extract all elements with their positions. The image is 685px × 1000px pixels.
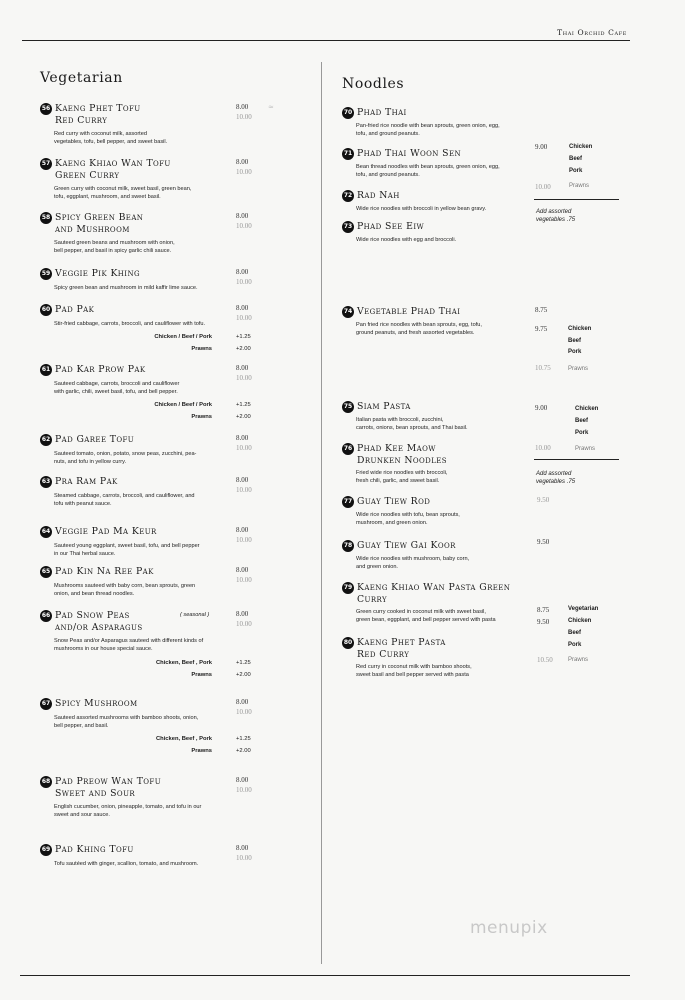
- dish-name: Curry: [357, 593, 387, 605]
- protein-option: Prawns: [568, 366, 589, 372]
- dish-description: Sauteed cabbage, carrots, broccoli and cauliflower: [54, 380, 180, 387]
- dish-description: tofu, and ground peanuts.: [356, 171, 420, 178]
- dish-name: Red Curry: [357, 648, 410, 660]
- vegetarian-heading: Vegetarian: [40, 70, 123, 86]
- item-number-badge: 76: [342, 443, 354, 455]
- dish-name: Pad Kin Na Ree Pak: [55, 566, 154, 577]
- item-number-badge: 56: [40, 103, 52, 115]
- price-option: 10.00: [535, 183, 551, 191]
- dish-description: Snow Peas and/or Asparagus sauteed with different kinds of: [54, 638, 204, 644]
- price-option: 10.75: [535, 364, 551, 372]
- item-number-badge: 80: [342, 637, 354, 649]
- dish-description: Sauteed young eggplant, sweet basil, tofu, and bell pepper: [54, 542, 200, 549]
- price-large: 10.00: [236, 486, 252, 494]
- dish-name: Phad Thai: [357, 107, 407, 118]
- price-regular: 8.00: [236, 268, 249, 276]
- item-number-badge: 72: [342, 190, 354, 202]
- dish-name: Sweet and Sour: [55, 787, 136, 799]
- item-number-badge: 70: [342, 107, 354, 119]
- price-regular: 8.00: [236, 434, 249, 442]
- add-protein-price: +1.25: [236, 659, 251, 666]
- dish-description: English cucumber, onion, pineapple, tomato, and tofu in our: [54, 804, 202, 810]
- protein-option: Chicken: [569, 144, 593, 150]
- dish-description: green bean, eggplant, and bell pepper served with pasta: [356, 617, 496, 624]
- dish-description: Red curry with coconut milk, assorted: [54, 131, 147, 137]
- price-option: 9.00: [535, 143, 548, 151]
- protein-option: Beef: [568, 630, 582, 636]
- price-regular: 8.00: [236, 103, 249, 111]
- item-number-badge: 74: [342, 306, 354, 318]
- dish-description: Sauteed green beans and mushroom with onion,: [54, 240, 175, 246]
- add-protein-label: Prawns: [191, 345, 212, 352]
- add-protein-price: +1.25: [236, 402, 251, 409]
- price-regular: 8.00: [236, 304, 249, 312]
- item-number-badge: 62: [40, 434, 52, 446]
- dish-description: fresh chili, garlic, and sweet basil.: [356, 478, 440, 485]
- dish-description: Sauteed tomato, onion, potato, snow peas, zucchini, pea-: [54, 450, 197, 457]
- stray-marks: ≈: [268, 103, 274, 111]
- dish-name: Pad Garee Tofu: [55, 434, 135, 445]
- group-separator: [534, 199, 619, 200]
- dish-name: Pad Preow Wan Tofu: [55, 776, 161, 787]
- price-large: 10.00: [236, 576, 252, 584]
- item-number-badge: 58: [40, 212, 52, 224]
- dish-description: Mushrooms sauteed with baby corn, bean sprouts, green: [54, 582, 196, 589]
- price-option: 9.00: [535, 404, 548, 412]
- price-regular: 8.00: [236, 566, 249, 574]
- protein-option: Beef: [569, 156, 583, 162]
- item-number-badge: 65: [40, 566, 52, 578]
- dish-description: tofu with peanut sauce.: [54, 500, 112, 507]
- price-large: 10.00: [236, 374, 252, 382]
- dish-name: Pad Kar Prow Pak: [55, 364, 146, 375]
- price-option: 10.50: [537, 656, 553, 664]
- seasonal-note: ( seasonal ): [180, 612, 210, 618]
- protein-option: Vegetarian: [568, 606, 599, 612]
- price-option: 8.75: [537, 606, 550, 614]
- dish-name: Phad Thai Woon Sen: [357, 148, 461, 159]
- dish-name: Spicy Mushroom: [55, 698, 138, 709]
- dish-name: Kaeng Khiao Wan Pasta Green: [357, 582, 511, 593]
- price-large: 10.00: [236, 708, 252, 716]
- price-option: 8.75: [535, 306, 548, 314]
- price-option: 9.50: [537, 618, 550, 626]
- dish-description: sweet basil and bell pepper served with pasta: [356, 672, 469, 679]
- protein-option: Pork: [569, 168, 583, 174]
- dish-name: Kaeng Khiao Wan Tofu: [55, 158, 171, 169]
- item-number-badge: 71: [342, 148, 354, 160]
- item-number-badge: 75: [342, 401, 354, 413]
- item-number-badge: 63: [40, 476, 52, 488]
- dish-name: Guay Tiew Rod: [357, 496, 431, 507]
- price-option: 9.50: [537, 496, 550, 504]
- add-vegetables-note: vegetables .75: [536, 217, 576, 223]
- item-number-badge: 60: [40, 304, 52, 316]
- price-regular: 8.00: [236, 476, 249, 484]
- price-option: 9.50: [537, 538, 550, 546]
- price-large: 10.00: [236, 113, 252, 121]
- dish-description: in our Thai herbal sauce.: [54, 550, 116, 557]
- dish-description: mushroom, and green onion.: [356, 519, 428, 526]
- noodles-heading: Noodles: [342, 76, 405, 92]
- dish-description: Stir-fried cabbage, carrots, broccoli, and cauliflower with tofu.: [54, 320, 206, 327]
- price-option: 10.00: [535, 444, 551, 452]
- protein-option: Beef: [575, 418, 589, 424]
- add-vegetables-note: Add assorted: [536, 471, 572, 477]
- dish-name: Pad Khing Tofu: [55, 844, 134, 855]
- price-regular: 8.00: [236, 844, 249, 852]
- dish-description: tofu, eggplant, mushroom, and sweet basil.: [54, 194, 161, 201]
- dish-description: Red curry in coconut milk with bamboo shoots,: [356, 664, 472, 670]
- price-regular: 8.00: [236, 610, 249, 618]
- dish-name: Siam Pasta: [357, 401, 411, 412]
- dish-name: Veggie Pad Ma Keur: [55, 526, 157, 537]
- dish-description: Green curry with coconut milk, sweet basil, green bean,: [54, 186, 192, 192]
- dish-name: Pra Ram Pak: [55, 476, 118, 487]
- price-regular: 8.00: [236, 364, 249, 372]
- dish-name: and/or Asparagus: [55, 621, 143, 633]
- item-number-badge: 78: [342, 540, 354, 552]
- cafe-name: Thai Orchid Cafe: [557, 28, 627, 37]
- price-large: 10.00: [236, 278, 252, 286]
- add-protein-label: Prawns: [191, 414, 212, 421]
- protein-option: Beef: [568, 338, 582, 344]
- dish-description: Wide rice noodles with broccoli in yellow bean gravy.: [356, 205, 487, 212]
- protein-option: Chicken: [575, 406, 599, 412]
- price-option: 9.75: [535, 325, 548, 333]
- item-number-badge: 77: [342, 496, 354, 508]
- dish-description: Italian pasta with broccoli, zucchini,: [356, 416, 444, 423]
- dish-name: Pad Snow Peas: [55, 610, 130, 621]
- protein-option: Pork: [575, 430, 589, 436]
- add-protein-label: Chicken, Beef , Pork: [155, 659, 212, 666]
- add-protein-price: +1.25: [236, 736, 251, 743]
- add-protein-price: +2.00: [236, 748, 251, 755]
- dish-description: Wide rice noodles with tofu, bean sprouts,: [356, 511, 460, 518]
- price-regular: 8.00: [236, 212, 249, 220]
- dish-description: bell pepper, and basil in spicy garlic chili sauce.: [54, 248, 172, 255]
- dish-name: Green Curry: [55, 169, 120, 181]
- dish-description: with garlic, chili, sweet basil, tofu, and bell pepper.: [54, 388, 178, 395]
- add-protein-label: Chicken / Beef / Pork: [154, 333, 212, 340]
- add-vegetables-note: vegetables .75: [536, 479, 576, 485]
- price-large: 10.00: [236, 536, 252, 544]
- add-protein-price: +2.00: [236, 414, 251, 421]
- dish-name: Red Curry: [55, 114, 108, 126]
- item-number-badge: 66: [40, 610, 52, 622]
- item-number-badge: 69: [40, 844, 52, 856]
- dish-description: nuts, and tofu in yellow curry.: [54, 458, 127, 465]
- dish-description: bell pepper, and basil.: [54, 722, 109, 729]
- price-regular: 8.00: [236, 158, 249, 166]
- dish-description: Steamed cabbage, carrots, broccoli, and cauliflower, and: [54, 492, 195, 499]
- add-protein-label: Prawns: [191, 748, 212, 755]
- protein-option: Prawns: [569, 183, 590, 189]
- add-protein-price: +2.00: [236, 671, 251, 678]
- add-protein-label: Chicken, Beef , Pork: [155, 736, 212, 743]
- price-regular: 8.00: [236, 698, 249, 706]
- dish-name: Guay Tiew Gai Koor: [357, 540, 456, 551]
- dish-name: Kaeng Phet Pasta: [357, 637, 446, 648]
- dish-description: carrots, onions, bean sprouts, and Thai basil.: [356, 424, 468, 431]
- dish-description: Pan-fried rice noodle with bean sprouts, green onion, egg,: [356, 122, 500, 129]
- item-number-badge: 61: [40, 364, 52, 376]
- dish-name: Rad Nah: [357, 190, 400, 201]
- dish-description: Tofu sautéed with ginger, scallion, tomato, and mushroom.: [54, 860, 199, 867]
- item-number-badge: 57: [40, 158, 52, 170]
- item-number-badge: 64: [40, 526, 52, 538]
- add-protein-price: +2.00: [236, 345, 251, 352]
- protein-option: Chicken: [568, 618, 592, 624]
- item-number-badge: 68: [40, 776, 52, 788]
- dish-description: Wide rice noodles with egg and broccoli.: [356, 236, 457, 243]
- dish-name: Phad See Eiw: [357, 221, 425, 232]
- price-large: 10.00: [236, 786, 252, 794]
- dish-description: Pan fried rice noodles with bean sprouts, egg, tofu,: [356, 321, 482, 328]
- item-number-badge: 59: [40, 268, 52, 280]
- dish-description: Spicy green bean and mushroom in mild kaffir lime sauce.: [54, 284, 198, 291]
- dish-description: vegetables, tofu, bell pepper, and sweet basil.: [54, 139, 168, 146]
- top-rule: [22, 40, 630, 41]
- add-protein-label: Prawns: [191, 671, 212, 678]
- dish-description: Wide rice noodles with mushroom, baby corn,: [356, 555, 470, 562]
- dish-name: Veggie Pik Khing: [55, 268, 140, 279]
- dish-description: Green curry cooked in coconut milk with sweet basil,: [356, 609, 486, 615]
- dish-description: ground peanuts, and fresh assorted vegetables.: [356, 329, 475, 336]
- watermark: menupix: [470, 918, 548, 938]
- protein-option: Prawns: [575, 446, 596, 452]
- dish-name: Drunken Noodles: [357, 454, 447, 466]
- item-number-badge: 79: [342, 582, 354, 594]
- price-regular: 8.00: [236, 776, 249, 784]
- protein-option: Pork: [568, 642, 582, 648]
- dish-name: Phad Kee Maow: [357, 443, 436, 454]
- dish-description: and green onion.: [356, 563, 398, 570]
- protein-option: Chicken: [568, 326, 592, 332]
- dish-description: Fried wide rice noodles with broccoli,: [356, 470, 448, 476]
- dish-description: Sauteed assorted mushrooms with bamboo shoots, onion,: [54, 714, 199, 721]
- dish-description: onion, and bean thread noodles.: [54, 590, 135, 597]
- price-large: 10.00: [236, 168, 252, 176]
- price-large: 10.00: [236, 444, 252, 452]
- protein-option: Pork: [568, 349, 582, 355]
- add-vegetables-note: Add assorted: [536, 209, 572, 215]
- item-number-badge: 67: [40, 698, 52, 710]
- dish-description: tofu, and ground peanuts.: [356, 130, 420, 137]
- add-protein-price: +1.25: [236, 333, 251, 340]
- dish-description: Bean thread noodles with bean sprouts, green onion, egg,: [356, 163, 500, 170]
- price-regular: 8.00: [236, 526, 249, 534]
- dish-description: mushrooms in our house special sauce.: [54, 646, 153, 653]
- dish-name: Spicy Green Bean: [55, 212, 144, 223]
- dish-name: Pad Pak: [55, 304, 95, 315]
- dish-name: Vegetable Phad Thai: [357, 306, 461, 317]
- bottom-rule: [20, 975, 630, 976]
- add-protein-label: Chicken / Beef / Pork: [154, 402, 212, 409]
- protein-option: Prawns: [568, 657, 589, 663]
- price-large: 10.00: [236, 854, 252, 862]
- price-large: 10.00: [236, 222, 252, 230]
- column-divider: [321, 62, 322, 964]
- dish-name: Kaeng Phet Tofu: [55, 103, 141, 114]
- price-large: 10.00: [236, 314, 252, 322]
- group-separator: [534, 459, 619, 460]
- item-number-badge: 73: [342, 221, 354, 233]
- dish-name: and Mushroom: [55, 223, 130, 235]
- dish-description: sweet and sour sauce.: [54, 812, 110, 819]
- price-large: 10.00: [236, 620, 252, 628]
